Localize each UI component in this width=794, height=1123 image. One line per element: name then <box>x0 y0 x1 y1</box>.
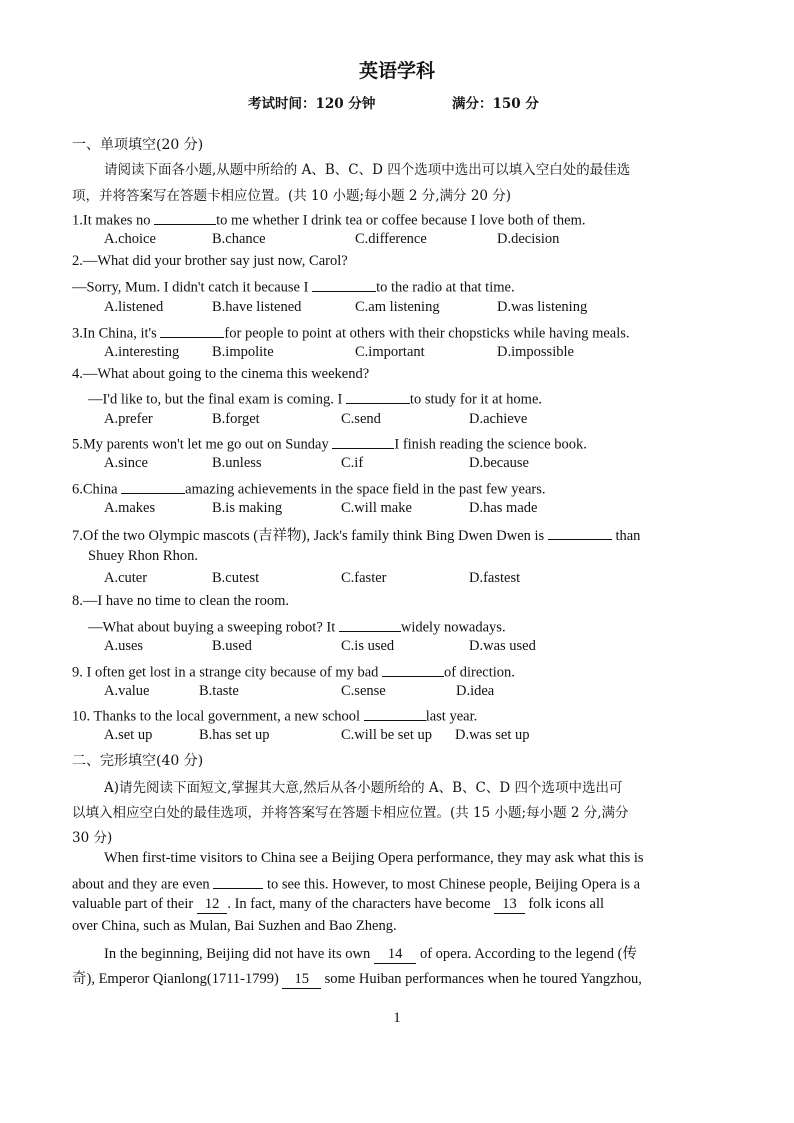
question-9 <box>72 661 515 682</box>
passage-line <box>72 896 604 914</box>
question-text: amazing achievements in the space field in the past few years. <box>185 481 546 498</box>
option-d: D.because <box>469 455 529 471</box>
answer-blank-12: 12 <box>197 896 228 914</box>
passage-line <box>72 967 642 989</box>
option-b: B.unless <box>212 455 262 471</box>
question-5-options <box>0 455 794 475</box>
question-4: 4.—What about going to the cinema this weekend? <box>72 366 370 382</box>
passage-text: of opera. According to the legend (传 <box>419 946 637 962</box>
option-a: A.prefer <box>104 411 153 427</box>
option-c: C.will be set up <box>341 727 433 743</box>
question-9-options <box>0 683 794 703</box>
question-text: 3.In China, it's <box>72 325 157 342</box>
question-6-options <box>0 500 794 520</box>
question-text: —Sorry, Mum. I didn't catch it because I <box>72 279 309 296</box>
option-a: A.uses <box>104 638 144 654</box>
option-a: A.makes <box>104 500 156 516</box>
option-b: B.forget <box>212 411 260 427</box>
question-text: to study for it at home. <box>409 391 543 408</box>
passage-text: about and they are even <box>72 876 210 893</box>
option-c: C.am listening <box>355 299 440 315</box>
answer-blank <box>332 433 394 449</box>
answer-blank <box>364 705 426 721</box>
section1-instruction-line1: 请阅读下面各小题,从题中所给的 A、B、C、D 四个选项中选出可以填入空白处的最佳选 <box>104 162 631 178</box>
option-c: C.is used <box>341 638 395 654</box>
question-text: of direction. <box>444 664 515 681</box>
question-4-options <box>0 411 794 431</box>
answer-blank <box>382 661 444 677</box>
passage-text: to see this. However, to most Chinese people, Beijing Opera is a <box>266 876 641 893</box>
option-d: D.was listening <box>497 299 588 315</box>
option-d: D.impossible <box>497 344 574 360</box>
question-text: last year. <box>425 708 478 725</box>
question-2-line2 <box>72 276 515 297</box>
passage-text: valuable part of their <box>72 896 194 912</box>
option-c: C.important <box>355 344 425 360</box>
passage-line: over China, such as Mulan, Bai Suzhen and Bao Zheng. <box>72 918 397 934</box>
question-7-options <box>0 570 794 590</box>
question-8-options <box>0 638 794 658</box>
question-8: 8.—I have no time to clean the room. <box>72 593 290 609</box>
question-6 <box>72 478 545 499</box>
passage-line <box>104 942 637 964</box>
page-title: 英语学科 <box>358 60 435 82</box>
option-c: C.will make <box>341 500 412 516</box>
question-text: to me whether I drink tea or coffee because I love both of them. <box>216 212 586 229</box>
answer-blank <box>339 616 401 632</box>
question-7 <box>72 524 640 545</box>
option-c: C.sense <box>341 683 386 699</box>
question-8-line2 <box>88 616 506 637</box>
question-2: 2.—What did your brother say just now, Carol? <box>72 253 348 269</box>
option-d: D.has made <box>469 500 538 516</box>
question-text: widely nowadays. <box>400 619 506 636</box>
option-a: A.choice <box>104 231 156 247</box>
option-b: B.taste <box>199 683 239 699</box>
option-b: B.have listened <box>212 299 302 315</box>
page-number: 1 <box>393 1010 401 1026</box>
option-b: B.chance <box>212 231 266 247</box>
option-a: A.value <box>104 683 150 699</box>
passage-line <box>72 873 640 894</box>
answer-blank <box>160 322 224 338</box>
passage-text: In the beginning, Beijing did not have its own <box>104 946 371 962</box>
answer-blank <box>121 478 185 494</box>
option-b: B.is making <box>212 500 283 516</box>
passage-text: some Huiban performances when he toured Yangzhou, <box>324 971 642 987</box>
question-text: 6.China <box>72 481 118 498</box>
answer-blank <box>312 276 376 292</box>
answer-blank <box>346 388 410 404</box>
option-c: C.send <box>341 411 381 427</box>
option-b: B.cutest <box>212 570 260 586</box>
section1-instruction-line2: 项，并将答案写在答题卡相应位置。(共 10 小题;每小题 2 分,满分 20 分) <box>72 188 512 204</box>
question-text: —I'd like to, but the final exam is coming. I <box>88 391 343 408</box>
question-5 <box>72 433 587 454</box>
question-text: I finish reading the science book. <box>394 436 587 453</box>
question-text: than <box>615 528 641 544</box>
option-b: B.impolite <box>212 344 274 360</box>
question-2-options <box>0 299 794 319</box>
option-a: A.listened <box>104 299 164 315</box>
exam-time: 考试时间：120 分钟 <box>248 96 376 112</box>
section2-instruction-line3: 30 分) <box>72 830 113 846</box>
question-text: 9. I often get lost in a strange city because of my bad <box>72 664 379 681</box>
question-4-line2 <box>88 388 542 409</box>
question-10-options <box>0 727 794 747</box>
section2-instruction-line1: A)请先阅读下面短文,掌握其大意,然后从各小题所给的 A、B、C、D 四个选项中选出可 <box>104 780 623 796</box>
option-a: A.interesting <box>104 344 180 360</box>
passage-text: 奇), Emperor Qianlong(1711-1799) <box>72 971 279 987</box>
section1-heading: 一、单项填空(20 分) <box>72 137 204 153</box>
option-d: D.idea <box>456 683 495 699</box>
option-c: C.difference <box>355 231 427 247</box>
option-a: A.since <box>104 455 148 471</box>
option-d: D.achieve <box>469 411 528 427</box>
question-text: 10. Thanks to the local government, a new school <box>72 708 361 725</box>
section2-instruction-line2: 以填入相应空白处的最佳选项，并将答案写在答题卡相应位置。(共 15 小题;每小题 2 分,满分 <box>72 805 629 821</box>
answer-blank <box>154 209 216 225</box>
option-c: C.if <box>341 455 364 471</box>
question-text: for people to point at others with their chopsticks while having meals. <box>224 325 630 342</box>
answer-blank-15: 15 <box>282 971 321 989</box>
passage-text: . In fact, many of the characters have become <box>227 896 491 912</box>
question-text: 5.My parents won't let me go out on Sunday <box>72 436 329 453</box>
option-d: D.was set up <box>455 727 530 743</box>
passage-text: folk icons all <box>528 896 605 912</box>
question-text: —What about buying a sweeping robot? It <box>88 619 336 636</box>
option-d: D.was used <box>469 638 536 654</box>
question-1 <box>72 209 586 230</box>
option-b: B.used <box>212 638 252 654</box>
answer-blank <box>548 525 612 541</box>
answer-blank <box>213 873 263 889</box>
section2-heading: 二、完形填空(40 分) <box>72 753 204 769</box>
question-text: 1.It makes no <box>72 212 151 229</box>
question-1-options <box>0 231 794 251</box>
question-text: to the radio at that time. <box>376 279 515 296</box>
option-a: A.set up <box>104 727 153 743</box>
question-3-options <box>0 344 794 364</box>
question-7-line2: Shuey Rhon Rhon. <box>88 548 198 564</box>
option-a: A.cuter <box>104 570 148 586</box>
answer-blank-14: 14 <box>374 946 417 964</box>
exam-score: 满分：150 分 <box>452 96 539 112</box>
option-c: C.faster <box>341 570 387 586</box>
option-d: D.decision <box>497 231 560 247</box>
question-3 <box>72 322 630 343</box>
question-text: 7.Of the two Olympic mascots (吉祥物), Jack's family think Bing Dwen Dwen is <box>72 528 545 544</box>
passage-line: When first-time visitors to China see a Beijing Opera performance, they may ask what this is <box>104 850 644 866</box>
option-b: B.has set up <box>199 727 270 743</box>
question-10 <box>72 705 477 726</box>
answer-blank-13: 13 <box>494 896 525 914</box>
option-d: D.fastest <box>469 570 521 586</box>
